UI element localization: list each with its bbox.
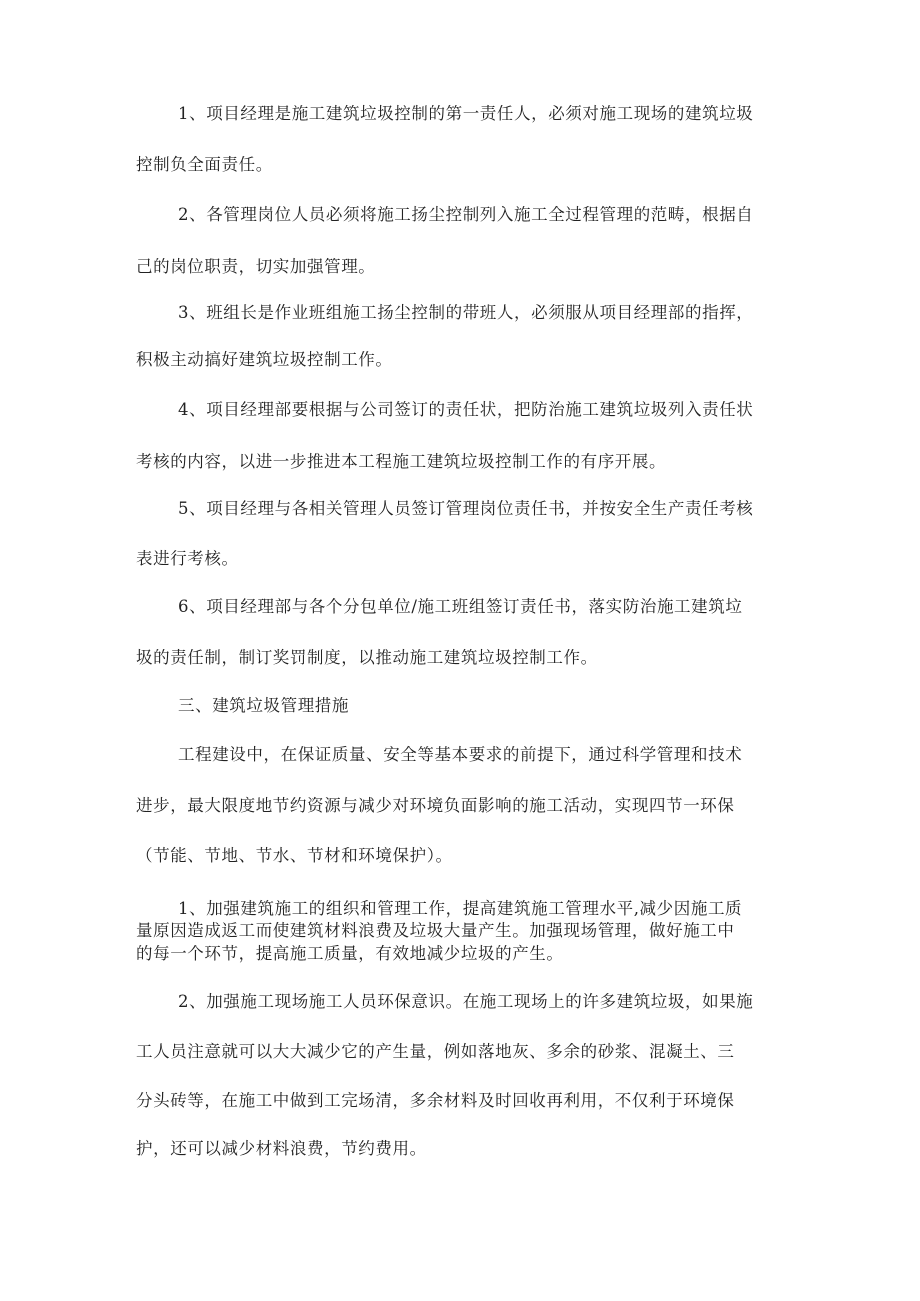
paragraph-8-line-1: 1、加强建筑施工的组织和管理工作，提高建筑施工管理水平,减少因施工质 [178, 899, 743, 918]
paragraph-5-line-1: 5、项目经理与各相关管理人员签订管理岗位责任书，并按安全生产责任考核 [178, 499, 754, 518]
paragraph-9-line-3: 分头砖等，在施工中做到工完场清，多余材料及时回收再利用，不仅利于环境保 [136, 1091, 735, 1110]
paragraph-4-line-2: 考核的内容，以进一步推进本工程施工建筑垃圾控制工作的有序开展。 [136, 452, 667, 471]
paragraph-6-line-1: 6、项目经理部与各个分包单位/施工班组签订责任书，落实防治施工建筑垃 [178, 597, 743, 616]
paragraph-3-line-1: 3、班组长是作业班组施工扬尘控制的带班人，必须服从项目经理部的指挥， [178, 303, 754, 322]
paragraph-9-line-4: 护，还可以减少材料浪费，节约费用。 [136, 1139, 427, 1158]
paragraph-7-line-1: 工程建设中，在保证质量、安全等基本要求的前提下，通过科学管理和技术 [178, 745, 743, 764]
paragraph-2-line-2: 己的岗位职责，切实加强管理。 [136, 257, 376, 276]
paragraph-6-line-2: 圾的责任制，制订奖罚制度，以推动施工建筑垃圾控制工作。 [136, 648, 598, 667]
paragraph-5-line-2: 表进行考核。 [136, 549, 239, 568]
paragraph-4-line-1: 4、项目经理部要根据与公司签订的责任状，把防治施工建筑垃圾列入责任状 [178, 400, 754, 419]
paragraph-1-line-1: 1、项目经理是施工建筑垃圾控制的第一责任人，必须对施工现场的建筑垃圾 [178, 104, 754, 123]
paragraph-1-line-2: 控制负全面责任。 [136, 155, 273, 174]
paragraph-8-line-2: 量原因造成返工而使建筑材料浪费及垃圾大量产生。加强现场管理，做好施工中 [136, 921, 735, 940]
section-heading: 三、建筑垃圾管理措施 [178, 696, 349, 715]
paragraph-2-line-1: 2、各管理岗位人员必须将施工扬尘控制列入施工全过程管理的范畴，根据自 [178, 205, 754, 224]
paragraph-7-line-2: 进步，最大限度地节约资源与减少对环境负面影响的施工活动，实现四节一环保 [136, 796, 735, 815]
paragraph-9-line-1: 2、加强施工现场施工人员环保意识。在施工现场上的许多建筑垃圾，如果施 [178, 992, 754, 1011]
paragraph-9-line-2: 工人员注意就可以大大减少它的产生量，例如落地灰、多余的砂浆、混凝土、三 [136, 1042, 735, 1061]
paragraph-8-line-3: 的每一个环节，提高施工质量，有效地减少垃圾的产生。 [136, 944, 564, 963]
paragraph-7-line-3: （节能、节地、节水、节材和环境保护）。 [136, 846, 453, 865]
paragraph-3-line-2: 积极主动搞好建筑垃圾控制工作。 [136, 350, 393, 369]
